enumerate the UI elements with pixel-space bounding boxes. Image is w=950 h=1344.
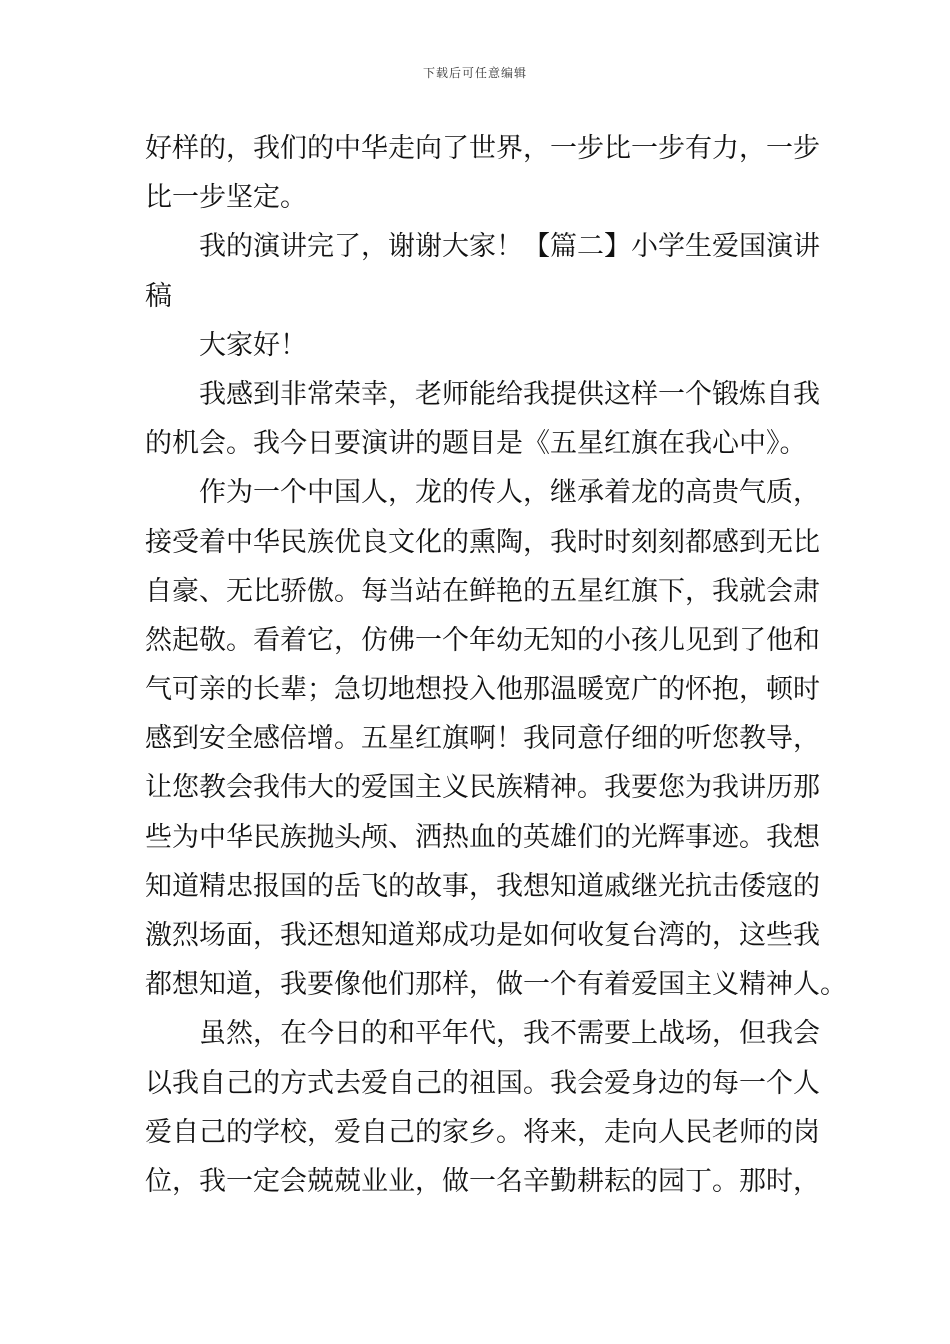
text-line: 位，我一定会兢兢业业，做一名辛勤耕耘的园丁。那时，	[145, 1165, 820, 1197]
text-line: 我感到非常荣幸，老师能给我提供这样一个锻炼自我	[199, 378, 820, 410]
text-line: 稿	[145, 280, 172, 312]
text-line: 大家好！	[199, 329, 307, 361]
text-line: 爱自己的学校，爱自己的家乡。将来，走向人民老师的岗	[145, 1116, 820, 1148]
text-line: 然起敬。看着它，仿佛一个年幼无知的小孩儿见到了他和	[145, 624, 820, 656]
text-line: 感到安全感倍增。五星红旗啊！我同意仔细的听您教导，	[145, 723, 820, 755]
text-line: 作为一个中国人，龙的传人，继承着龙的高贵气质，	[199, 477, 820, 509]
text-line: 都想知道，我要像他们那样，做一个有着爱国主义精神人。	[145, 969, 847, 1001]
text-line: 我的演讲完了，谢谢大家！【篇二】小学生爱国演讲	[199, 231, 820, 263]
text-line: 自豪、无比骄傲。每当站在鲜艳的五星红旗下，我就会肃	[145, 575, 820, 607]
text-line: 好样的，我们的中华走向了世界，一步比一步有力，一步	[145, 133, 820, 164]
text-line: 虽然，在今日的和平年代，我不需要上战场，但我会	[199, 1018, 820, 1050]
text-line: 以我自己的方式去爱自己的祖国。我会爱身边的每一个人	[145, 1067, 820, 1099]
text-line: 让您教会我伟大的爱国主义民族精神。我要您为我讲历那	[145, 772, 820, 804]
text-line: 比一步坚定。	[145, 182, 307, 214]
page-header: 下载后可任意编辑	[422, 66, 527, 80]
text-line: 激烈场面，我还想知道郑成功是如何收复台湾的，这些我	[145, 920, 820, 951]
text-line: 些为中华民族抛头颅、洒热血的英雄们的光辉事迹。我想	[145, 821, 820, 853]
text-line: 的机会。我今日要演讲的题目是《五星红旗在我心中》。	[145, 428, 807, 460]
document-body	[145, 124, 847, 1206]
text-line: 接受着中华民族优良文化的熏陶，我时时刻刻都感到无比	[145, 526, 820, 558]
text-line: 气可亲的长辈；急切地想投入他那温暖宽广的怀抱，顿时	[145, 674, 820, 706]
text-line: 知道精忠报国的岳飞的故事，我想知道戚继光抗击倭寇的	[145, 870, 820, 902]
